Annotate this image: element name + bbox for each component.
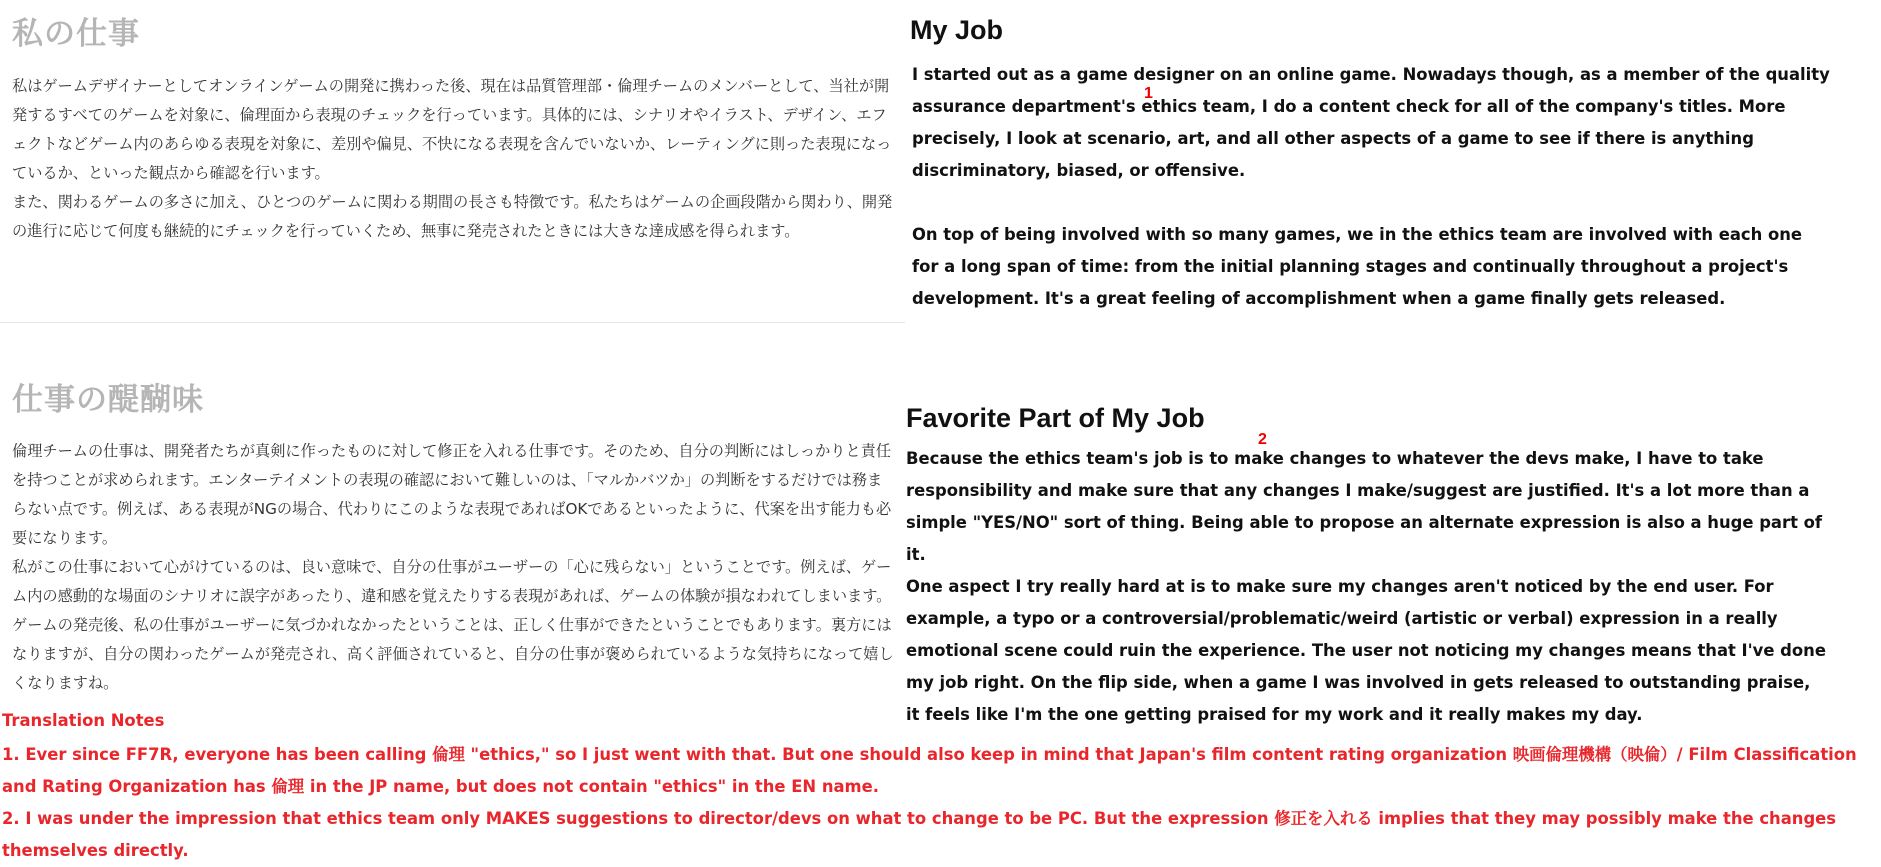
translation-note-2: 2. I was under the impression that ethics team only MAKES suggestions to director/devs on what to change to be PC. But the expression 修正を入れる implies that they may possibly make the changes themselves directly. [2,809,1837,860]
en-section2-para1: Because the ethics team's job is to make changes to whatever the devs make, I have to take responsibility and make sure that any changes I make/suggest are justified. It's a lot more than a simple "YES/NO" sort of thing. Being able to propose an alternate expression is also a huge part of it. [906,449,1823,564]
section-divider [0,322,905,323]
jp-section1-para2: また、関わるゲームの多さに加え、ひとつのゲームに関わる期間の長さも特徴です。私たちはゲームの企画段階から関わり、開発の進行に応じて何度も継続的にチェックを行っていくため、無事に発売されたときには大きな達成感を得られます。 [12,193,893,240]
en-section1-para1: I started out as a game designer on an online game. Nowadays though, as a member of the quality assurance department's ethics team, I do a content check for all of the company's titles. More precisely, I look at scenario, art, and all other aspects of a game to see if there is anything discriminatory, biased, or offensive. [912,65,1830,180]
en-section1-title: My Job [910,15,1004,45]
en-section1-para2: On top of being involved with so many games, we in the ethics team are involved with each one for a long span of time: from the initial planning stages and continually throughout a project's development. It's a great feeling of accomplishment when a game finally gets released. [912,225,1803,308]
jp-section2-title: 仕事の醍醐味 [12,382,204,418]
jp-section1-para1: 私はゲームデザイナーとしてオンラインゲームの開発に携わった後、現在は品質管理部・倫理チームのメンバーとして、当社が開発するすべてのゲームを対象に、倫理面から表現のチェックを行っています。具体的には、シナリオやイラスト、デザイン、エフェクトなどゲーム内のあらゆる表現を対象に、差別や偏見、不快になる表現を含んでいないか、レーティングに則った表現になっているか、といった観点から確認を行います。 [12,77,892,182]
jp-section2-para2: 私がこの仕事において心がけているのは、良い意味で、自分の仕事がユーザーの「心に残らない」ということです。例えば、ゲーム内の感動的な場面のシナリオに誤字があったり、違和感を覚えたりする表現があれば、ゲームの体験が損なわれてしまいます。ゲームの発売後、私の仕事がユーザーに気づかれなかったということは、正しく仕事ができたということでもあります。裏方にはなりますが、自分の関わったゲームが発売され、高く評価されていると、自分の仕事が褒められているような気持ちになって嬉しくなりますね。 [12,558,894,692]
translation-note-1: 1. Ever since FF7R, everyone has been calling 倫理 "ethics," so I just went with that. But one should also keep in mind that Japan's film content rating organization 映画倫理機構（映倫）/ Film Classification and Rating Organization has 倫理 in the JP name, but does not contain "ethics" in the EN name. [2,745,1857,796]
jp-section1-title: 私の仕事 [12,16,140,52]
translation-notes-heading: Translation Notes [2,711,165,730]
en-section2-title: Favorite Part of My Job [906,403,1205,433]
footnote-marker-1: 1 [1144,85,1153,102]
en-section2-para2: One aspect I try really hard at is to make sure my changes aren't noticed by the end user. For example, a typo or a controversial/problematic/weird (artistic or verbal) expression in a really emotional scene could ruin the experience. The user not noticing my changes means that I've done my job right. On the flip side, when a game I was involved in gets released to outstanding praise, it feels like I'm the one getting praised for my work and it really makes my day. [906,577,1826,724]
jp-section2-para1: 倫理チームの仕事は、開発者たちが真剣に作ったものに対して修正を入れる仕事です。そのため、自分の判断にはしっかりと責任を持つことが求められます。エンターテイメントの表現の確認において難しいのは、「マルかバツか」の判断をするだけでは務まらない点です。例えば、ある表現がNGの場合、代わりにこのような表現であればOKであるといったように、代案を出す能力も必要になります。 [12,442,892,547]
footnote-marker-2: 2 [1258,431,1267,448]
